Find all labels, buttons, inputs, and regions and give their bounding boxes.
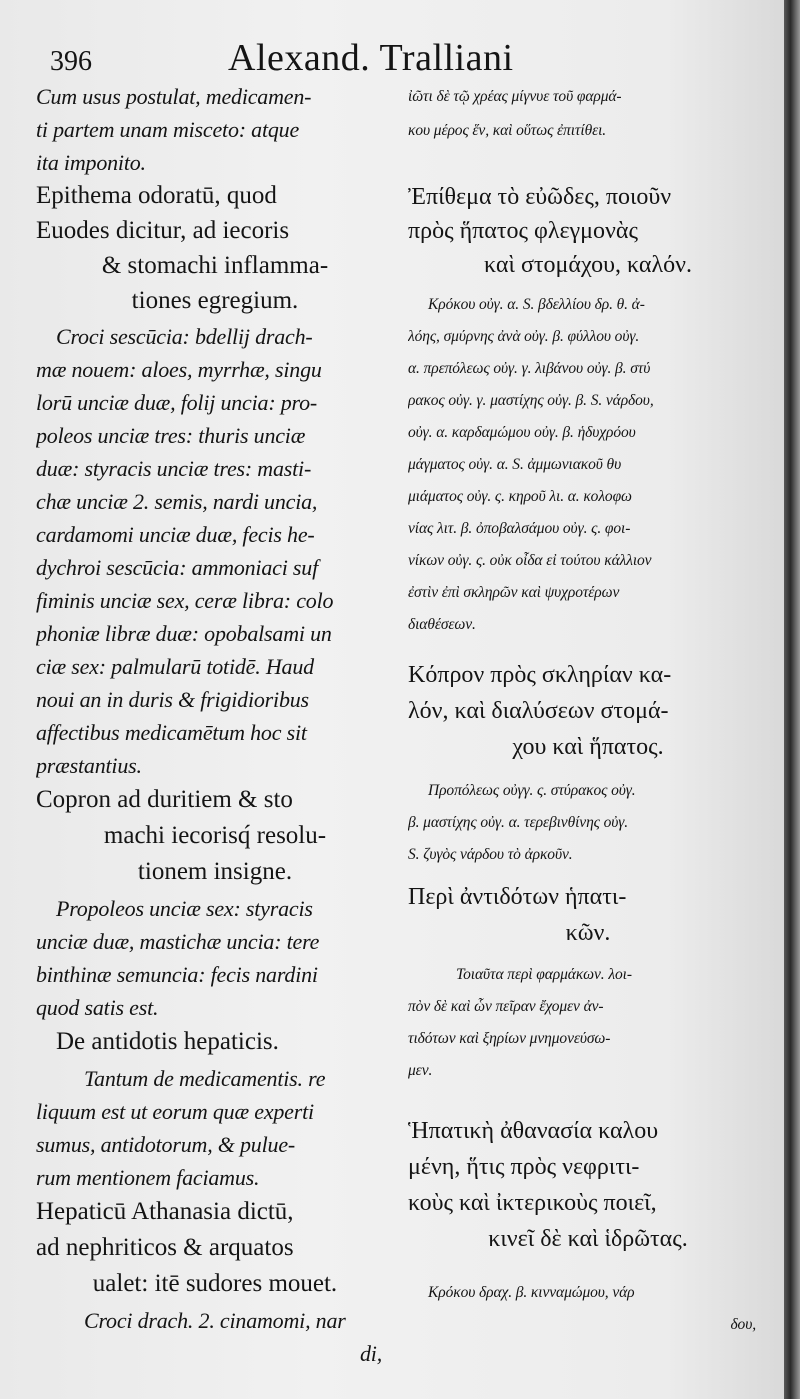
text-line: præstantius.	[36, 753, 142, 778]
catchword: di,	[359, 1341, 382, 1366]
text-line: Propoleos unciæ sex: styracis	[56, 896, 313, 921]
text-line: S. ζυγὸς νάρδου τὸ ἀρκοῦν.	[408, 846, 573, 863]
text-line: Cum usus postulat, medicamen-	[36, 84, 312, 109]
text-line: μεν.	[408, 1062, 433, 1079]
text-line: οὐγ. α. καρδαμώμου οὐγ. β. ἡδυχρόου	[408, 424, 636, 441]
text-line: λόης, σμύρνης ἀνὰ οὐγ. β. φύλλου οὐγ.	[408, 328, 640, 345]
section-heading: ad nephriticos & arquatos	[36, 1234, 294, 1261]
section-heading: Ἡπατικὴ ἀθανασία καλου	[408, 1118, 659, 1144]
text-line: πὸν δὲ καὶ ὧν πεῖραν ἔχομεν ἀν-	[408, 998, 604, 1015]
text-line: binthinæ semuncia: fecis nardini	[36, 962, 318, 987]
section-heading: Euodes dicitur, ad iecoris	[36, 217, 290, 244]
text-line: Croci drach. 2. cinamomi, nar	[84, 1308, 346, 1333]
page-edge	[784, 0, 800, 1399]
text-line: ἐστὶν ἐπὶ σκληρῶν καὶ ψυχροτέρων	[408, 584, 620, 601]
text-line: fiminis unciæ sex, ceræ libra: colo	[36, 588, 334, 613]
text-line: διαθέσεων.	[408, 616, 476, 633]
text-line: cardamomi unciæ duæ, fecis he-	[36, 522, 315, 547]
section-heading: χου καὶ ἥπατος.	[512, 734, 664, 760]
text-line: mæ nouem: aloes, myrrhæ, singu	[36, 357, 322, 382]
section-heading: tiones egregium.	[131, 287, 299, 314]
section-heading: Ἐπίθεμα τὸ εὐῶδες, ποιοῦν	[408, 184, 672, 210]
text-line: α. πρεπόλεως οὐγ. γ. λιβάνου οὐγ. β. στύ	[408, 360, 651, 377]
text-line: phoniæ libræ duæ: opobalsami un	[36, 621, 332, 646]
text-line: quod satis est.	[36, 995, 159, 1020]
text-line: μάγματος οὐγ. α. S. ἀμμωνιακοῦ θυ	[408, 456, 622, 473]
page-number: 396	[50, 46, 92, 77]
section-heading: & stomachi inflamma-	[101, 252, 329, 279]
section-heading: Κόπρον πρὸς σκληρίαν κα-	[408, 662, 672, 688]
text-line: sumus, antidotorum, & pulue-	[36, 1132, 296, 1157]
catchword: δου,	[730, 1316, 756, 1333]
section-heading: Περὶ ἀντιδότων ἡπατι-	[408, 884, 627, 910]
text-line: Κρόκου δραχ. β. κινναμώμου, νάρ	[428, 1284, 635, 1301]
section-heading: καὶ στομάχου, καλόν.	[484, 252, 692, 278]
text-line: κου μέρος ἕν, καὶ οὕτως ἐπιτίθει.	[408, 122, 607, 139]
section-heading: κῶν.	[565, 920, 611, 946]
text-line: νίας λιτ. β. ὀποβαλσάμου οὐγ. ς. φοι-	[408, 520, 631, 537]
text-line: duæ: styracis unciæ tres: masti-	[36, 456, 312, 481]
text-line: μιάματος οὐγ. ς. κηροῦ λι. α. κολοφω	[408, 488, 632, 505]
text-line: chæ unciæ 2. semis, nardi uncia,	[36, 489, 318, 514]
text-line: ciæ sex: palmularū totidē. Haud	[36, 654, 314, 679]
section-heading: πρὸς ἥπατος φλεγμονὰς	[408, 218, 638, 244]
text-line: Tantum de medicamentis. re	[84, 1066, 326, 1091]
text-line: liquum est ut eorum quæ experti	[36, 1099, 314, 1124]
text-line: affectibus medicamētum hoc sit	[36, 720, 307, 745]
section-heading: machi iecorisq́ resolu-	[103, 822, 327, 849]
section-heading: De antidotis hepaticis.	[56, 1028, 279, 1055]
text-line: rum mentionem faciamus.	[36, 1165, 260, 1190]
text-line: β. μαστίχης οὐγ. α. τερεβινθίνης οὐγ.	[408, 814, 629, 831]
text-line: lorū unciæ duæ, folij uncia: pro-	[36, 390, 318, 415]
text-line: τιδότων καὶ ξηρίων μνημονεύσω-	[408, 1030, 611, 1047]
section-heading: tionem insigne.	[137, 858, 293, 885]
section-heading: Copron ad duritiem & sto	[36, 786, 293, 813]
section-heading: Epithema odoratū, quod	[36, 182, 277, 209]
text-line: Κρόκου οὐγ. α. S. βδελλίου δρ. θ. ἀ-	[428, 296, 645, 313]
text-line: dychroi sescūcia: ammoniaci suf	[36, 555, 318, 580]
text-line: Τοιαῦτα περὶ φαρμάκων. λοι-	[456, 966, 632, 983]
text-line: ρακος οὐγ. γ. μαστίχης οὐγ. β. S. νάρδου,	[408, 392, 654, 409]
text-line: ti partem unam misceto: atque	[36, 117, 300, 142]
section-heading: ualet: itē sudores mouet.	[92, 1270, 338, 1297]
section-heading: μένη, ἥτις πρὸς νεφριτι-	[408, 1154, 640, 1180]
text-line: ita imponito.	[36, 150, 146, 175]
running-title: Alexand. Tralliani	[228, 37, 514, 79]
text-line: ἰῶτι δὲ τῷ χρέας μίγνυε τοῦ φαρμά-	[408, 88, 622, 105]
section-heading: κινεῖ δὲ καὶ ἱδρῶτας.	[488, 1226, 688, 1252]
text-line: νίκων οὐγ. ς. οὐκ οἶδα εἰ τούτου κάλλιον	[408, 552, 652, 569]
section-heading: λόν, καὶ διαλύσεων στομά-	[408, 698, 669, 724]
text-line: noui an in duris & frigidioribus	[36, 687, 309, 712]
text-line: poleos unciæ tres: thuris unciæ	[36, 423, 306, 448]
text-line: Προπόλεως οὐγγ. ς. στύρακος οὐγ.	[428, 782, 636, 799]
text-line: unciæ duæ, mastichæ uncia: tere	[36, 929, 320, 954]
section-heading: Hepaticū Athanasia dictū,	[36, 1198, 294, 1225]
section-heading: κοὺς καὶ ἰκτερικοὺς ποιεῖ,	[408, 1190, 657, 1216]
text-line: Croci sescūcia: bdellij drach-	[56, 324, 313, 349]
